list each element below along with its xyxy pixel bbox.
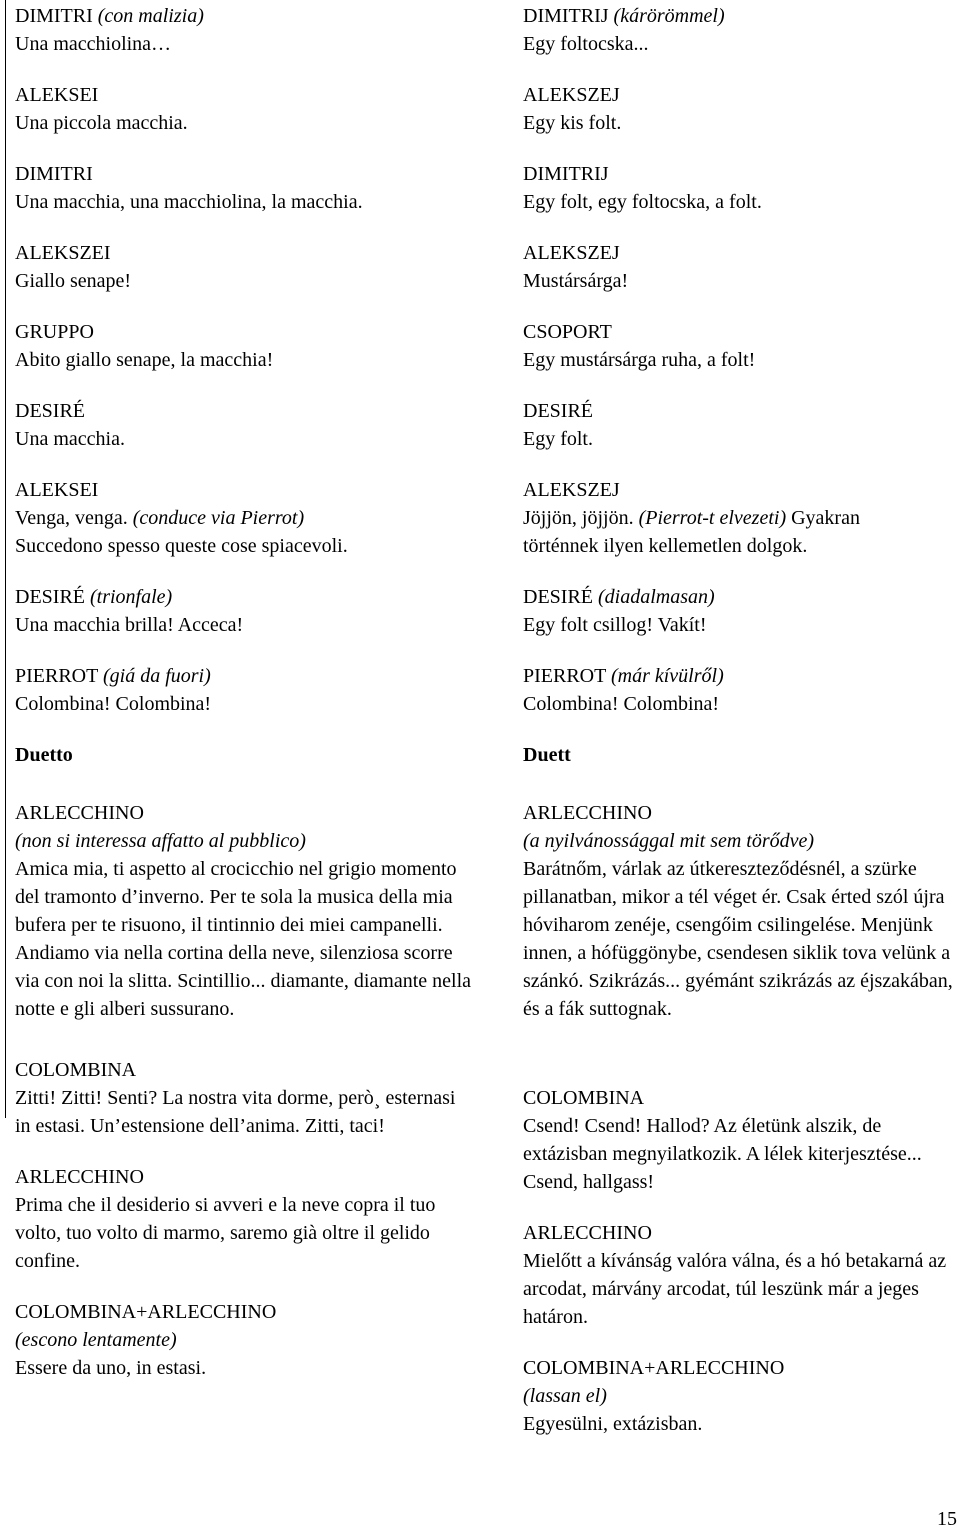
dialogue-line: Egy mustársárga ruha, a folt! bbox=[523, 349, 756, 371]
duet-block bbox=[523, 1354, 960, 1438]
lyric-text: Csend! Csend! Hallod? Az életünk alszik, de extázisban megnyilatkozik. A lélek kiterjesztése... Csend, hallgass! bbox=[523, 1115, 922, 1193]
lyric-text: Essere da uno, in estasi. bbox=[15, 1357, 207, 1379]
duet-block bbox=[523, 1219, 960, 1331]
dialogue-line: Una macchia. bbox=[15, 428, 125, 450]
stage-direction: (Pierrot-t elvezeti) bbox=[638, 507, 787, 529]
speaker-name: DESIRÉ bbox=[15, 400, 85, 422]
dialogue-block bbox=[523, 583, 960, 639]
dialogue-block bbox=[523, 2, 960, 58]
dialogue-line: Mustársárga! bbox=[523, 270, 629, 292]
speaker-name: DIMITRI bbox=[15, 163, 93, 185]
dialogue-block bbox=[523, 160, 960, 216]
dialogue-line: Colombina! Colombina! bbox=[15, 693, 212, 715]
speaker-name: ALEKSEI bbox=[15, 479, 99, 501]
dialogue-block bbox=[15, 583, 475, 639]
speaker-name: COLOMBINA bbox=[523, 1087, 645, 1109]
section-heading: Duett bbox=[523, 744, 571, 766]
dialogue-line: történnek ilyen kellemetlen dolgok. bbox=[523, 535, 808, 557]
dialogue-block bbox=[523, 318, 960, 374]
stage-direction: (diadalmasan) bbox=[598, 586, 715, 608]
speaker-name: DESIRÉ bbox=[15, 586, 85, 608]
dialogue-line: Egy folt. bbox=[523, 428, 593, 450]
dialogue-line: Egy folt, egy foltocska, a folt. bbox=[523, 191, 762, 213]
stage-direction: (escono lentamente) bbox=[15, 1329, 177, 1351]
speaker-name: CSOPORT bbox=[523, 321, 612, 343]
dialogue-line: Una macchiolina… bbox=[15, 33, 172, 55]
dialogue-text: Venga, venga. bbox=[15, 507, 133, 529]
stage-direction: (non si interessa affatto al pubblico) bbox=[15, 830, 306, 852]
speaker-name: ALEKSZEJ bbox=[523, 242, 620, 264]
speaker-name: COLOMBINA+ARLECCHINO bbox=[15, 1301, 277, 1323]
dialogue-block bbox=[15, 81, 475, 137]
dialogue-line: Egy foltocska... bbox=[523, 33, 649, 55]
speaker-name: DESIRÉ bbox=[523, 400, 593, 422]
dialogue-block bbox=[15, 2, 475, 58]
duet-block bbox=[15, 1056, 475, 1140]
stage-direction: (giá da fuori) bbox=[102, 665, 211, 687]
dialogue-line: Egy folt csillog! Vakít! bbox=[523, 614, 707, 636]
dialogue-text: Jöjjön, jöjjön. bbox=[523, 507, 639, 529]
stage-direction: (trionfale) bbox=[90, 586, 173, 608]
speaker-name: DIMITRI bbox=[15, 5, 93, 27]
duet-block bbox=[523, 1084, 960, 1196]
hungarian-column bbox=[523, 2, 960, 1461]
dialogue-line: Una macchia brilla! Acceca! bbox=[15, 614, 244, 636]
dialogue-text: Gyakran bbox=[786, 507, 860, 529]
dialogue-line: Succedono spesso queste cose spiacevoli. bbox=[15, 535, 348, 557]
speaker-name: DIMITRIJ bbox=[523, 163, 609, 185]
dialogue-line: Una macchia, una macchiolina, la macchia. bbox=[15, 191, 363, 213]
dialogue-block bbox=[523, 397, 960, 453]
speaker-name: COLOMBINA bbox=[15, 1059, 137, 1081]
stage-direction: (con malizia) bbox=[97, 5, 204, 27]
speaker-name: ARLECCHINO bbox=[15, 1166, 144, 1188]
dialogue-block bbox=[15, 239, 475, 295]
speaker-name: COLOMBINA+ARLECCHINO bbox=[523, 1357, 785, 1379]
lyric-text: Prima che il desiderio si avveri e la neve copra il tuo volto, tuo volto di marmo, saremo già oltre il gelido confine. bbox=[15, 1194, 436, 1272]
dialogue-line: Egy kis folt. bbox=[523, 112, 622, 134]
speaker-name: ALEKSZEI bbox=[15, 242, 111, 264]
stage-direction: (conduce via Pierrot) bbox=[132, 507, 305, 529]
speaker-name: DESIRÉ bbox=[523, 586, 593, 608]
speaker-name: ALEKSEI bbox=[15, 84, 99, 106]
duet-block bbox=[523, 799, 960, 1023]
dialogue-block bbox=[523, 239, 960, 295]
speaker-name: PIERROT bbox=[15, 665, 98, 687]
lyric-text: Egyesülni, extázisban. bbox=[523, 1413, 703, 1435]
left-margin-rule bbox=[5, 0, 6, 1118]
lyric-text: Amica mia, ti aspetto al crocicchio nel grigio momento del tramonto d’inverno. Per te sola la musica della mia bufera per te risuono, il tintinnio dei miei campanelli. Andiamo via nella cortina della neve, silenziosa scorre via con noi la slitta. Scintillio... diamante, diamante nella notte e gli alberi sussurano. bbox=[15, 858, 471, 1020]
speaker-name: ARLECCHINO bbox=[523, 802, 652, 824]
speaker-name: ARLECCHINO bbox=[523, 1222, 652, 1244]
speaker-name: ALEKSZEJ bbox=[523, 479, 620, 501]
dialogue-block bbox=[15, 476, 475, 560]
dialogue-line: Giallo senape! bbox=[15, 270, 132, 292]
dialogue-block bbox=[523, 662, 960, 718]
dialogue-line: Una piccola macchia. bbox=[15, 112, 188, 134]
duet-block bbox=[15, 799, 475, 1023]
stage-direction: (kárörömmel) bbox=[613, 5, 725, 27]
stage-direction: (már kívülről) bbox=[610, 665, 724, 687]
speaker-name: DIMITRIJ bbox=[523, 5, 609, 27]
duet-block bbox=[15, 1298, 475, 1382]
lyric-text: Mielőtt a kívánság valóra válna, és a hó betakarná az arcodat, márvány arcodat, túl leszünk már a jeges határon. bbox=[523, 1250, 947, 1328]
speaker-name: PIERROT bbox=[523, 665, 606, 687]
speaker-name: GRUPPO bbox=[15, 321, 94, 343]
dialogue-block bbox=[15, 397, 475, 453]
stage-direction: (a nyilvánossággal mit sem törődve) bbox=[523, 830, 815, 852]
speaker-name: ALEKSZEJ bbox=[523, 84, 620, 106]
section-heading: Duetto bbox=[15, 744, 73, 766]
dialogue-block bbox=[523, 81, 960, 137]
lyric-text: Barátnőm, várlak az útkereszteződésnél, a szürke pillanatban, mikor a tél véget ér. Csak érted szól újra hóviharom zenéje, csengőim csilingelése. Menjünk innen, a hófüggönybe, csendesen siklik tova velünk a szánkó. Szikrázás... gyémánt szikrázás az éjszakában, és a fák suttognak. bbox=[523, 858, 953, 1020]
dialogue-block bbox=[523, 476, 960, 560]
stage-direction: (lassan el) bbox=[523, 1385, 607, 1407]
dialogue-line: Colombina! Colombina! bbox=[523, 693, 720, 715]
dialogue-block bbox=[15, 662, 475, 718]
dialogue-block bbox=[15, 160, 475, 216]
dialogue-line: Abito giallo senape, la macchia! bbox=[15, 349, 274, 371]
dialogue-block bbox=[15, 318, 475, 374]
speaker-name: ARLECCHINO bbox=[15, 802, 144, 824]
italian-column bbox=[15, 2, 475, 1405]
lyric-text: Zitti! Zitti! Senti? La nostra vita dorme, però¸ esternasi in estasi. Un’estensione dell’anima. Zitti, taci! bbox=[15, 1087, 456, 1137]
page-number: 15 bbox=[937, 1508, 957, 1530]
duet-block bbox=[15, 1163, 475, 1275]
